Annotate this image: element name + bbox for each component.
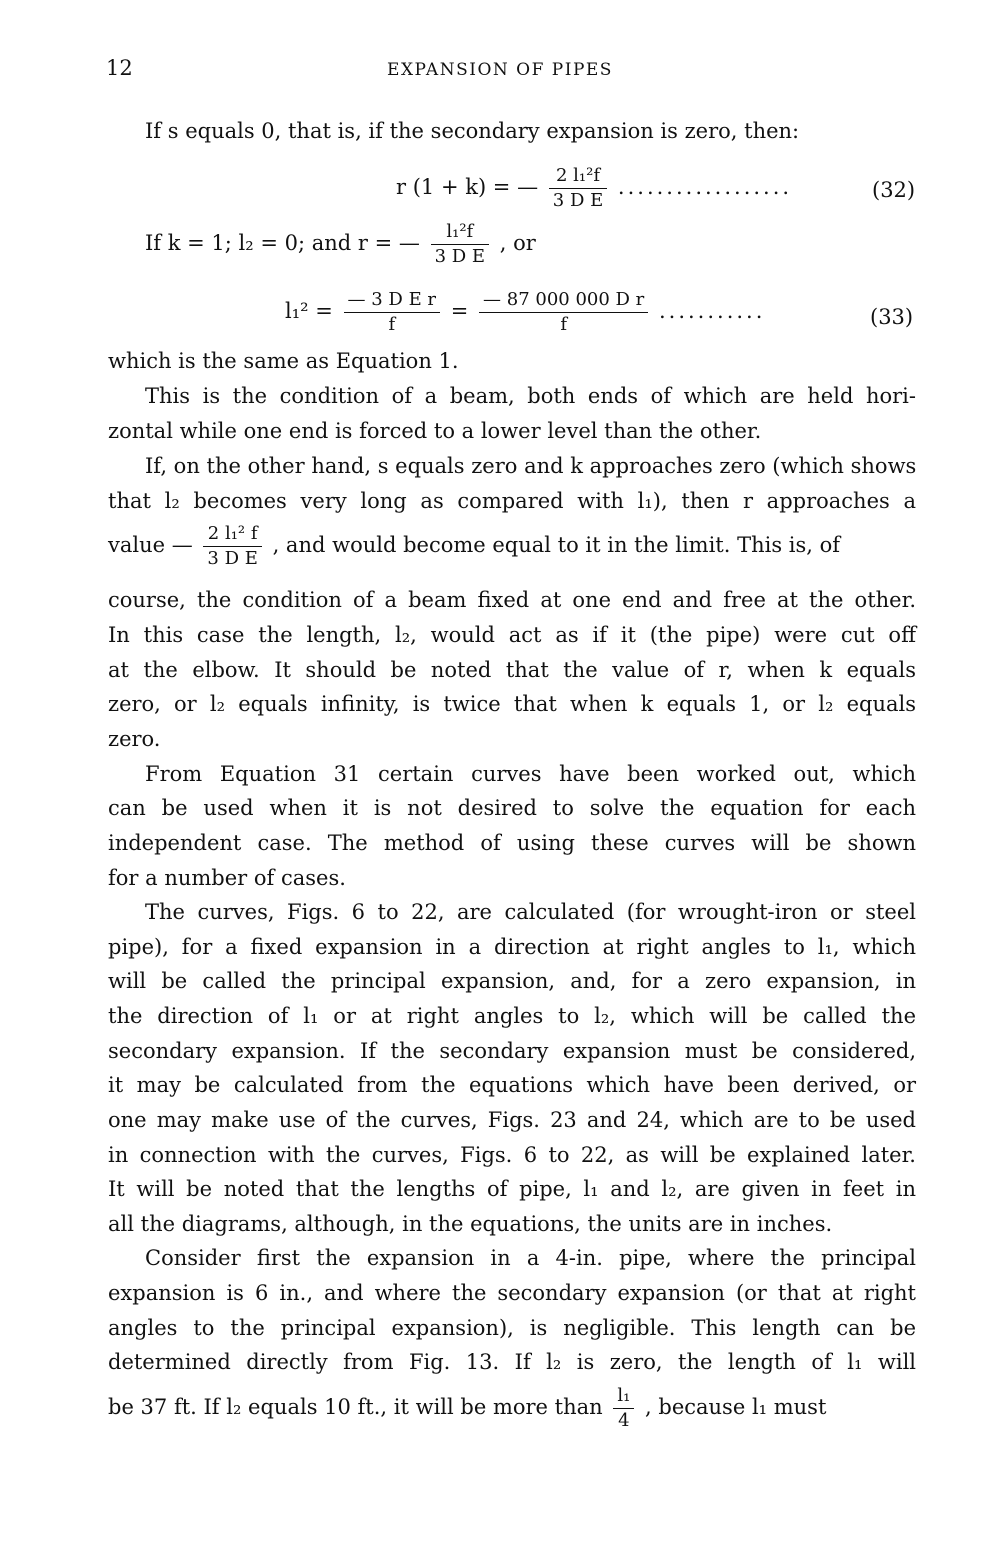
paragraph-line: it may be calculated from the equations which have been derived, or <box>108 1073 916 1097</box>
equation-text: , or <box>499 231 536 255</box>
paragraph-line: expansion is 6 in., and where the secondary expansion (or that at right <box>108 1281 916 1305</box>
fraction <box>549 164 607 213</box>
fraction-denominator: 3 D E <box>552 190 604 211</box>
paragraph-line: all the diagrams, although, in the equations, the units are in inches. <box>108 1212 833 1236</box>
equation-text: value — <box>108 533 193 557</box>
paragraph-line: the direction of l₁ or at right angles to l₂, which will be called the <box>108 1004 916 1028</box>
paragraph-line: course, the condition of a beam fixed at one end and free at the other. <box>108 588 916 612</box>
fraction-numerator: — 3 D E r <box>344 288 441 313</box>
paragraph-line: In this case the length, l₂, would act as if it (the pipe) were cut off <box>108 623 916 647</box>
paragraph-line: From Equation 31 certain curves have been worked out, which <box>145 762 916 786</box>
running-header: EXPANSION OF PIPES <box>387 60 613 80</box>
paragraph-line: secondary expansion. If the secondary expansion must be considered, <box>108 1039 916 1063</box>
fraction <box>203 522 261 571</box>
fraction-denominator: 3 D E <box>434 246 486 267</box>
paragraph-line: at the elbow. It should be noted that the value of r, when k equals <box>108 658 916 682</box>
leader-dots: .................. <box>617 175 793 199</box>
paragraph-line: zero, or l₂ equals infinity, is twice that when k equals 1, or l₂ equals <box>108 692 916 716</box>
paragraph-line: determined directly from Fig. 13. If l₂ is zero, the length of l₁ will <box>108 1350 916 1374</box>
equation-32 <box>396 164 792 213</box>
equation-text: If k = 1; l₂ = 0; and r = — <box>145 231 420 255</box>
fraction-denominator: f <box>560 314 567 335</box>
paragraph-line: It will be noted that the lengths of pipe, l₁ and l₂, are given in feet in <box>108 1177 916 1201</box>
fraction-denominator: 3 D E <box>207 548 258 569</box>
fraction-denominator: f <box>388 314 396 335</box>
paragraph-line: which is the same as Equation 1. <box>108 349 459 373</box>
paragraph-line: one may make use of the curves, Figs. 23 and 24, which are to be used <box>108 1108 916 1132</box>
fraction-numerator: — 87 000 000 D r <box>479 288 648 313</box>
paragraph-line-with-fraction <box>108 522 916 571</box>
paragraph-line: If, on the other hand, s equals zero and k approaches zero (which shows <box>145 454 917 478</box>
equation-text: be 37 ft. If l₂ equals 10 ft., it will be more than <box>108 1395 603 1419</box>
paragraph-line: zero. <box>108 727 161 751</box>
fraction-numerator: 2 l₁²f <box>549 164 607 189</box>
paragraph-line: that l₂ becomes very long as compared with l₁), then r approaches a <box>108 489 916 513</box>
paragraph-line: The curves, Figs. 6 to 22, are calculated (for wrought-iron or steel <box>145 900 916 924</box>
page-number: 12 <box>106 56 133 80</box>
paragraph-line: for a number of cases. <box>108 866 346 890</box>
fraction <box>431 220 489 269</box>
paragraph-line: zontal while one end is forced to a lower level than the other. <box>108 419 762 443</box>
paragraph-line: If s equals 0, that is, if the secondary expansion is zero, then: <box>145 119 800 143</box>
paragraph-line: angles to the principal expansion), is negligible. This length can be <box>108 1316 916 1340</box>
paragraph-line: This is the condition of a beam, both ends of which are held hori- <box>145 384 916 408</box>
fraction-numerator: 2 l₁² f <box>203 522 261 547</box>
paragraph-line: Consider first the expansion in a 4-in. pipe, where the principal <box>145 1246 916 1270</box>
equation-number: (32) <box>872 178 916 202</box>
fraction <box>479 288 648 337</box>
paragraph-line: independent case. The method of using these curves will be shown <box>108 831 916 855</box>
equation-text: , because l₁ must <box>645 1395 827 1419</box>
paragraph-line: pipe), for a fixed expansion in a direction at right angles to l₁, which <box>108 935 916 959</box>
equation-number: (33) <box>870 305 914 329</box>
fraction-denominator: 4 <box>618 1410 630 1431</box>
fraction-numerator: l₁ <box>613 1384 634 1409</box>
equals-sign: = <box>450 299 469 323</box>
paragraph-line-with-fraction <box>108 1384 916 1433</box>
leader-dots: ........... <box>658 299 766 323</box>
equation-text: , and would become equal to it in the limit. This is, of <box>272 533 841 557</box>
paragraph-line: will be called the principal expansion, and, for a zero expansion, in <box>108 969 916 993</box>
fraction-numerator: l₁²f <box>431 220 489 245</box>
equation-lhs: l₁² = <box>285 299 333 323</box>
equation-lhs: r (1 + k) = — <box>396 175 539 199</box>
paragraph-line: can be used when it is not desired to solve the equation for each <box>108 796 916 820</box>
equation-33 <box>285 288 765 337</box>
fraction <box>613 1384 634 1433</box>
paragraph-line: in connection with the curves, Figs. 6 to 22, as will be explained later. <box>108 1143 916 1167</box>
fraction <box>344 288 441 337</box>
equation-r-definition <box>145 220 536 269</box>
